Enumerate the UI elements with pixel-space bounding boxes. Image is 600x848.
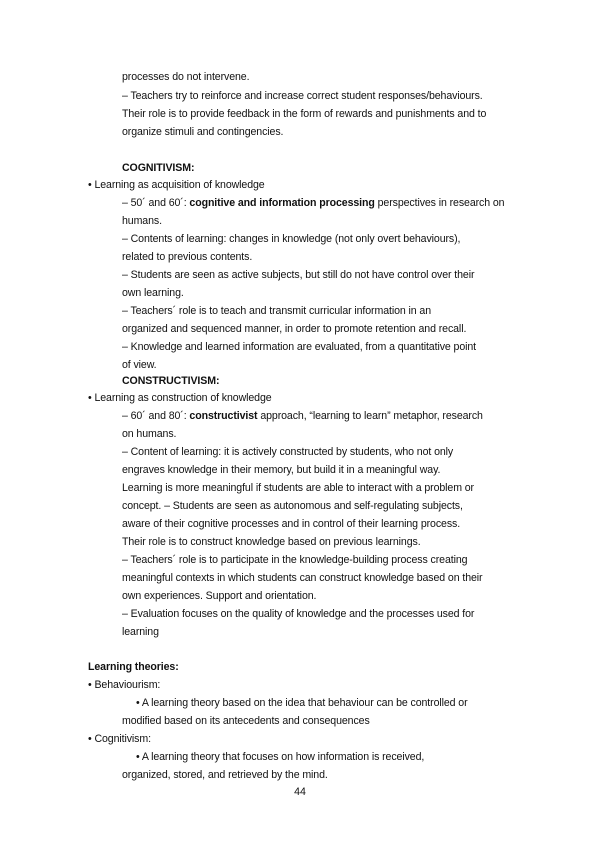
- bullet-item: • Learning as acquisition of knowledge: [88, 179, 265, 191]
- text-line: organize stimuli and contingencies.: [122, 126, 284, 138]
- text-line: engraves knowledge in their memory, but build it in a meaningful way.: [122, 464, 441, 476]
- text-line: of view.: [122, 359, 157, 371]
- sub-bullet-item: • A learning theory that focuses on how information is received,: [136, 751, 425, 763]
- section-heading-learning-theories: Learning theories:: [88, 661, 179, 673]
- text-span: – 50´ and 60´:: [122, 197, 190, 209]
- text-span: approach, “learning to learn” metaphor, research: [257, 410, 483, 422]
- text-line: processes do not intervene.: [122, 71, 250, 83]
- bold-term: cognitive and information processing: [189, 197, 375, 209]
- bold-term: constructivist: [189, 410, 258, 422]
- section-heading-cognitivism: COGNITIVISM:: [122, 162, 195, 174]
- text-line: Their role is to provide feedback in the form of rewards and punishments and to: [122, 108, 487, 120]
- section-heading-constructivism: CONSTRUCTIVISM:: [122, 375, 220, 387]
- text-line: [122, 409, 483, 423]
- text-line: on humans.: [122, 428, 177, 440]
- text-line: aware of their cognitive processes and in control of their learning process.: [122, 518, 461, 530]
- text-line: – Teachers´ role is to teach and transmit curricular information in an: [122, 305, 431, 317]
- text-line: – Teachers´ role is to participate in the knowledge-building process creating: [122, 554, 468, 566]
- text-line: – Content of learning: it is actively constructed by students, who not only: [122, 446, 454, 458]
- text-line: humans.: [122, 215, 162, 227]
- text-line: meaningful contexts in which students can construct knowledge based on their: [122, 572, 483, 584]
- text-line: Their role is to construct knowledge based on previous learnings.: [122, 536, 421, 548]
- bullet-item: • Learning as construction of knowledge: [88, 392, 272, 404]
- text-line: organized, stored, and retrieved by the mind.: [122, 769, 328, 781]
- text-line: own learning.: [122, 287, 184, 299]
- text-line: – Teachers try to reinforce and increase correct student responses/behaviours.: [122, 90, 483, 102]
- text-line: – Knowledge and learned information are evaluated, from a quantitative point: [122, 341, 477, 353]
- bullet-item: • Cognitivism:: [88, 733, 151, 745]
- text-line: own experiences. Support and orientation.: [122, 590, 317, 602]
- text-line: concept. – Students are seen as autonomous and self-regulating subjects,: [122, 500, 463, 512]
- text-line: related to previous contents.: [122, 251, 253, 263]
- text-span: perspectives in research on: [374, 197, 505, 209]
- text-span: – 60´ and 80´:: [122, 410, 190, 422]
- text-line: modified based on its antecedents and consequences: [122, 715, 370, 727]
- page-number: 44: [294, 786, 306, 798]
- text-line: Learning is more meaningful if students are able to interact with a problem or: [122, 482, 474, 494]
- text-line: organized and sequenced manner, in order to promote retention and recall.: [122, 323, 467, 335]
- text-line: learning: [122, 626, 159, 638]
- text-line: – Contents of learning: changes in knowledge (not only overt behaviours),: [122, 233, 461, 245]
- sub-bullet-item: • A learning theory based on the idea that behaviour can be controlled or: [136, 697, 468, 709]
- text-line: [122, 196, 504, 210]
- text-line: – Evaluation focuses on the quality of knowledge and the processes used for: [122, 608, 475, 620]
- text-line: – Students are seen as active subjects, but still do not have control over their: [122, 269, 475, 281]
- bullet-item: • Behaviourism:: [88, 679, 161, 691]
